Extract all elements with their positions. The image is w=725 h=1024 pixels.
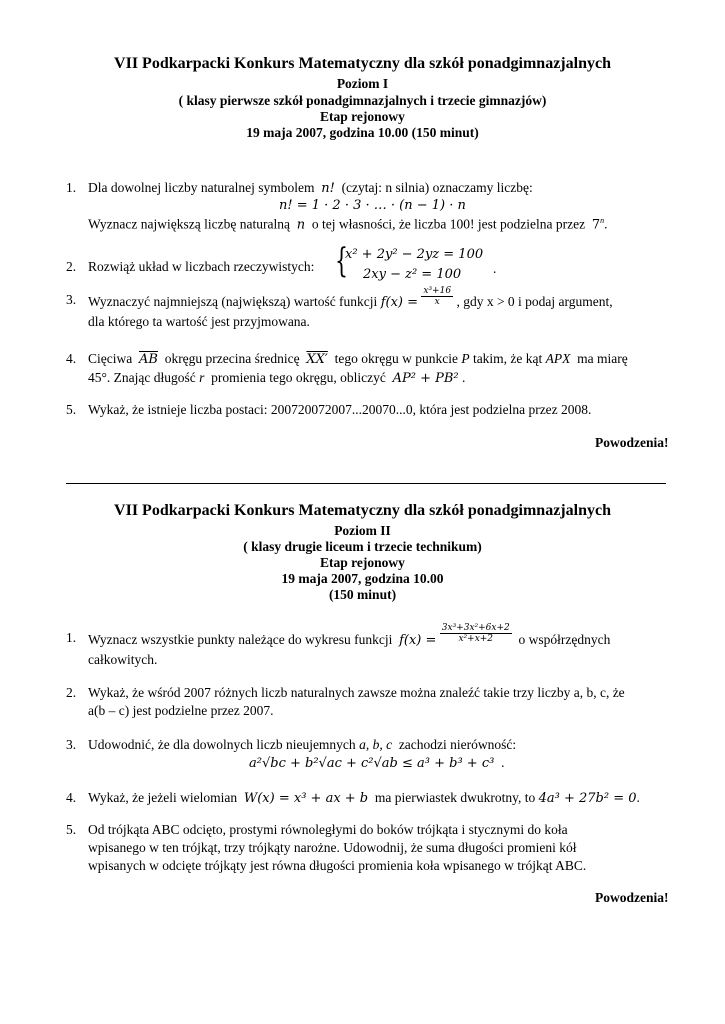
s1-p4-b: okręgu przecina średnicę xyxy=(164,351,300,366)
s1-p2-text: Rozwiąż układ w liczbach rzeczywistych: xyxy=(88,259,315,274)
s1-p1-end: . xyxy=(604,216,608,232)
s2-p3-number: 3. xyxy=(66,737,77,752)
s1-p4-line2 xyxy=(88,370,465,386)
s1-p3-frac-num: x³+16 xyxy=(423,286,452,296)
s1-p4-line2a: 45°. Znając długość xyxy=(88,370,196,385)
s1-p1-power-base: 7 xyxy=(591,217,601,233)
s2-p4-text2: ma pierwiastek dwukrotny, to xyxy=(374,790,536,805)
s1-p1-line1 xyxy=(88,180,533,196)
s1-p3-number: 3. xyxy=(66,292,77,307)
s1-p3-fraction xyxy=(421,286,453,307)
s2-p4-cond: 4a³ + 27b² = 0 xyxy=(538,791,637,806)
s1-p2-eq1-text: x² + 2y² − 2yz = 100 xyxy=(345,247,484,262)
s1-p1-line3b: o tej własności, że liczba 100! jest podzielna przez xyxy=(311,216,586,232)
s1-p4-r: r xyxy=(199,370,205,385)
s1-p2-eq1 xyxy=(345,246,483,262)
s2-luck: Powodzenia! xyxy=(595,890,669,905)
section1-level: Poziom I xyxy=(336,76,389,91)
s2-p1-f: f(x) = xyxy=(399,632,437,648)
s1-p1-power-exp: n xyxy=(600,216,605,225)
s1-p4-apx: APX xyxy=(545,351,571,366)
s2-p1-fraction xyxy=(440,623,512,644)
s2-p5-line2: wpisanego w ten trójkąt, trzy trójkąty narożne. Udowodnij, że suma długości promieni kół xyxy=(88,840,577,855)
s1-p4-number: 4. xyxy=(66,351,77,366)
section1-classes: ( klasy pierwsze szkół ponadgimnazjalnych i trzecie gimnazjów) xyxy=(178,93,547,108)
s2-p3-ineq: a²√bc + b²√ac + c²√ab ≤ a³ + b³ + c³ xyxy=(249,756,495,771)
s1-p3-frac-den: x xyxy=(434,297,440,307)
s1-p1-number: 1. xyxy=(66,180,77,195)
s1-p4-line1 xyxy=(88,351,628,367)
section2-title: VII Podkarpacki Konkurs Matematyczny dla szkół ponadgimnazjalnych xyxy=(114,502,611,519)
s1-p1-text: Dla dowolnej liczby naturalnej symbolem xyxy=(88,180,315,195)
s2-p2-line1: Wykaż, że wśród 2007 różnych liczb naturalnych zawsze można znaleźć takie trzy liczby a, b, c, że xyxy=(88,685,625,700)
s2-p1-frac-num: 3x³+3x²+6x+2 xyxy=(441,623,510,633)
section2-date: 19 maja 2007, godzina 10.00 xyxy=(281,571,444,586)
s1-p3-line2: dla którego ta wartość jest przyjmowana. xyxy=(88,314,310,329)
section2-stage: Etap rejonowy xyxy=(320,555,405,570)
s2-p1-frac-den: x²+x+2 xyxy=(458,634,494,644)
s1-p5-text: Wykaż, że istnieje liczba postaci: 200720072007...20070...0, która jest podzielna przez 2008. xyxy=(88,402,592,417)
s1-p4-xx: XX′ xyxy=(306,352,328,367)
s2-p4-text: Wykaż, że jeżeli wielomian xyxy=(88,790,238,805)
s1-p3-text2: , gdy x > 0 i podaj argument, xyxy=(456,293,613,309)
s1-p1-formula-text: n! = 1 · 2 · 3 · … · (n − 1) · n xyxy=(279,198,466,213)
s1-p4-P: P xyxy=(461,351,470,366)
section1-date: 19 maja 2007, godzina 10.00 (150 minut) xyxy=(246,125,479,140)
s1-p1-formula xyxy=(279,197,466,213)
s1-p4-a: Cięciwa xyxy=(88,351,133,366)
s1-p4-e: ma miarę xyxy=(577,351,628,366)
s1-p3-f: f(x) = xyxy=(380,294,418,310)
s2-p1-text: Wyznacz wszystkie punkty należące do wykresu funkcji xyxy=(88,631,393,647)
s2-p1-line2: całkowitych. xyxy=(88,652,158,667)
s2-p4-line1 xyxy=(88,790,640,806)
s1-p4-ab: $\overline{AB}$ xyxy=(138,352,158,367)
s1-p1-line3a: Wyznacz największą liczbę naturalną xyxy=(88,216,290,232)
s2-p3-text2: zachodzi nierówność: xyxy=(398,737,517,752)
s2-p3-inequality xyxy=(249,755,504,771)
s1-p5-number: 5. xyxy=(66,402,77,417)
s1-p4-c: tego okręgu w punkcie xyxy=(334,351,458,366)
s2-p4-poly: W(x) = x³ + ax + b xyxy=(243,791,369,806)
s2-p1-number: 1. xyxy=(66,630,77,645)
s2-p5-line3: wpisanych w odcięte trójkąty jest równa długości promienia koła wpisanego w trójkąt ABC. xyxy=(88,858,587,873)
s1-p1-line3 xyxy=(88,216,608,233)
s1-p4-expr: AP² + PB² xyxy=(392,371,459,386)
s2-p3-line1 xyxy=(88,737,516,753)
s2-p4-number: 4. xyxy=(66,790,77,805)
s2-p5-line1: Od trójkąta ABC odcięto, prostymi równoległymi do boków trójkąta i stycznymi do koła xyxy=(88,822,568,837)
separator-line xyxy=(66,483,666,484)
s2-p2-line2: a(b – c) jest podzielne przez 2007. xyxy=(88,703,274,718)
section2-level: Poziom II xyxy=(334,523,391,538)
s2-p3-end: . xyxy=(501,755,505,770)
s1-p4-d: takim, że kąt xyxy=(472,351,543,366)
s1-p1-text-b: (czytaj: n silnia) oznaczamy liczbę: xyxy=(341,180,533,195)
s2-p2-number: 2. xyxy=(66,685,77,700)
s1-p2-eq2 xyxy=(363,266,461,282)
s1-p2-eq2-text: 2xy − z² = 100 xyxy=(363,267,462,282)
s1-p4-line2b: promienia tego okręgu, obliczyć xyxy=(211,370,386,385)
s2-p3-text: Udowodnić, że dla dowolnych liczb nieujemnych xyxy=(88,737,356,752)
section2-classes: ( klasy drugie liceum i trzecie technikum) xyxy=(243,539,482,554)
s1-p1-var: n xyxy=(296,217,306,233)
s2-p1-text2: o współrzędnych xyxy=(518,631,611,647)
s1-p2-number: 2. xyxy=(66,259,77,274)
s2-p3-vars: a, b, c xyxy=(359,737,393,752)
section1-stage: Etap rejonowy xyxy=(320,109,405,124)
section2-duration: (150 minut) xyxy=(328,587,397,602)
s2-p1-line1 xyxy=(88,623,611,648)
s1-p1-symbol: n! xyxy=(321,181,335,196)
s1-p4-end: . xyxy=(461,370,466,385)
s2-p4-end: . xyxy=(636,790,640,805)
s1-p3-line1 xyxy=(88,286,613,310)
system-brace: { xyxy=(335,241,348,281)
section1-title: VII Podkarpacki Konkurs Matematyczny dla szkół ponadgimnazjalnych xyxy=(114,55,611,72)
s1-luck: Powodzenia! xyxy=(595,435,669,450)
s2-p5-number: 5. xyxy=(66,822,77,837)
s1-p3-text: Wyznaczyć najmniejszą (największą) wartość funkcji xyxy=(88,293,378,309)
s1-p2-end: . xyxy=(493,261,497,276)
